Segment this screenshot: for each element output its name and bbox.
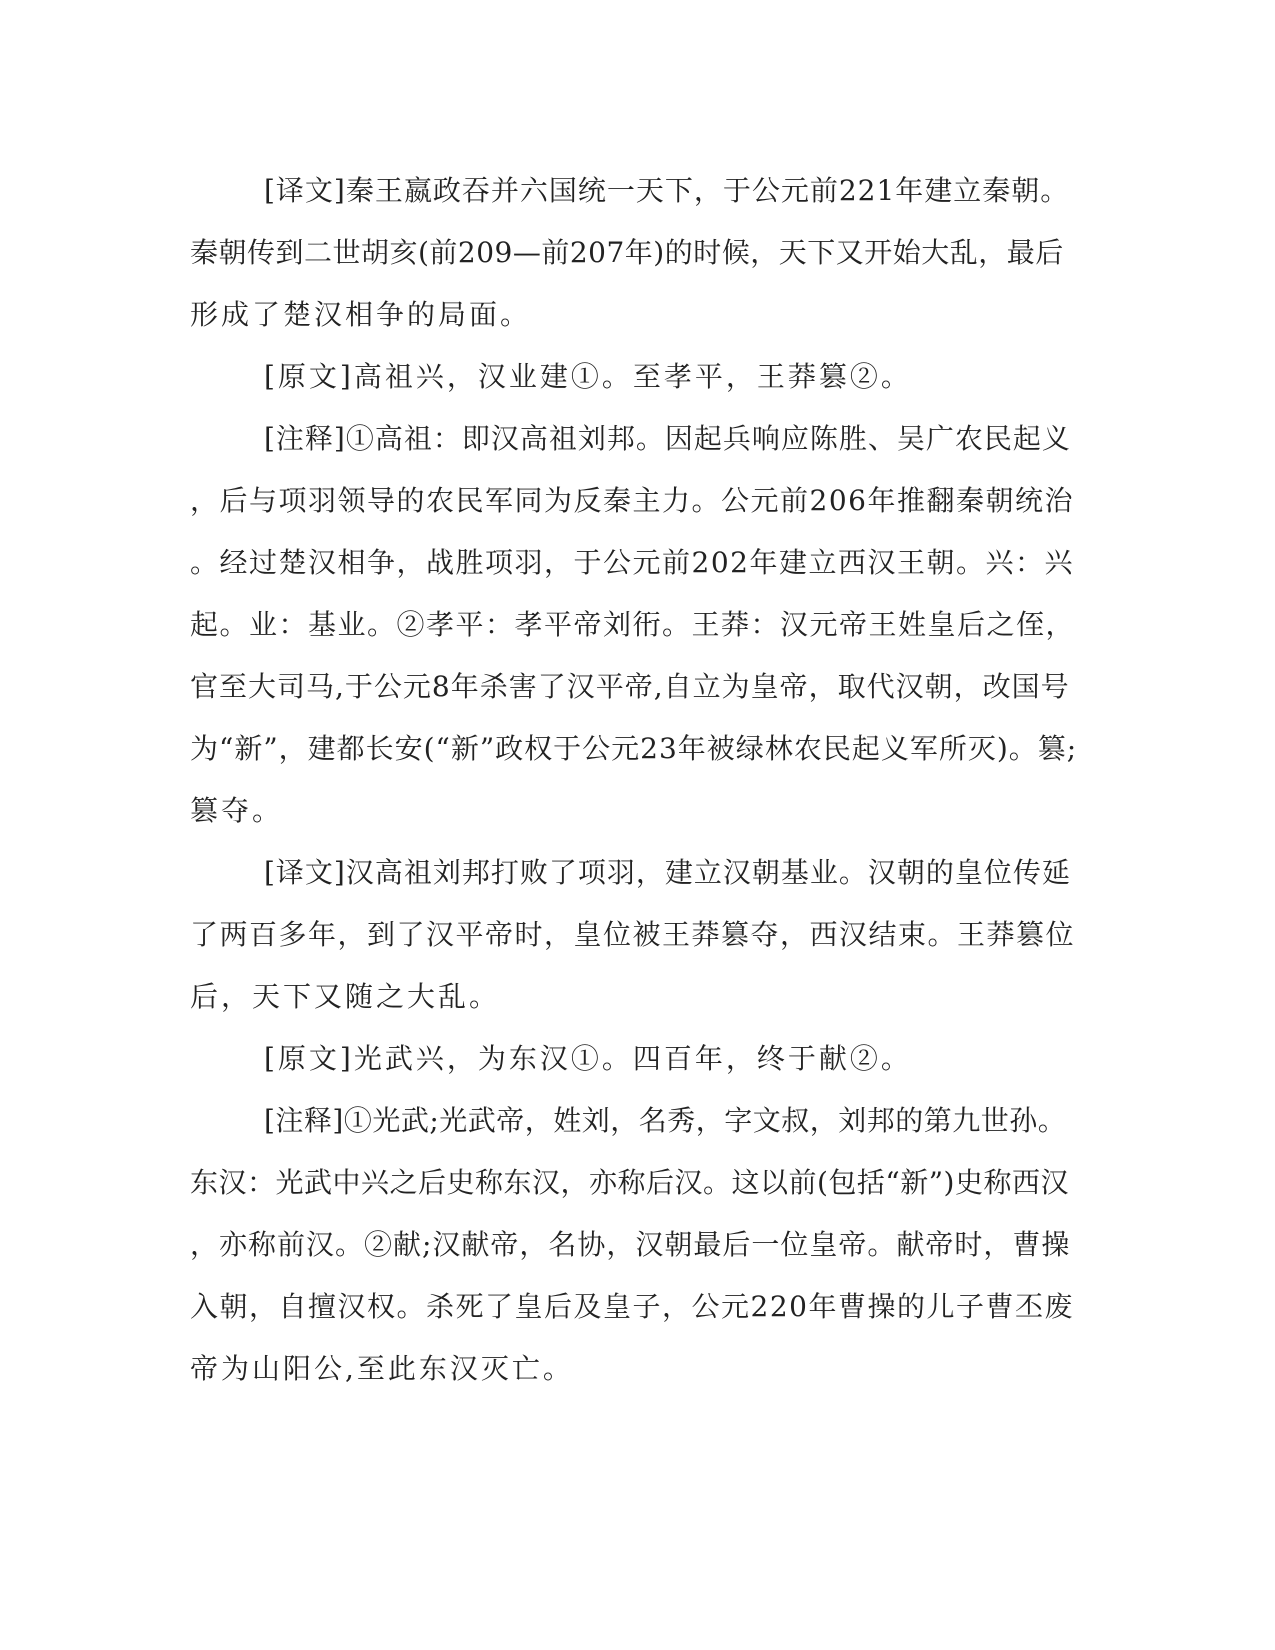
text-line: 入朝，自擅汉权。杀死了皇后及皇子，公元220年曹操的儿子曹丕废 [190, 1290, 1074, 1323]
text-line: 秦朝传到二世胡亥(前209—前207年)的时候，天下又开始大乱，最后 [190, 236, 1064, 269]
text-line: [注释]①高祖：即汉高祖刘邦。因起兵响应陈胜、吴广农民起义 [264, 422, 1071, 455]
text-line: 。经过楚汉相争，战胜项羽，于公元前202年建立西汉王朝。兴：兴 [190, 546, 1074, 579]
text-line: 了两百多年，到了汉平帝时，皇位被王莽篡夺，西汉结束。王莽篡位 [190, 918, 1076, 951]
text-line: 后，天下又随之大乱。 [190, 980, 501, 1013]
text-line: 东汉：光武中兴之后史称东汉，亦称后汉。这以前(包括“新”)史称西汉 [190, 1166, 1069, 1199]
text-line: 形成了楚汉相争的局面。 [190, 298, 532, 331]
text-line: [原文]高祖兴，汉业建①。至孝平，王莽篡②。 [264, 360, 912, 393]
text-line: [译文]汉高祖刘邦打败了项羽，建立汉朝基业。汉朝的皇位传延 [264, 856, 1071, 889]
text-line: 官至大司马,于公元8年杀害了汉平帝,自立为皇帝，取代汉朝，改国号 [190, 670, 1070, 703]
text-line: ，后与项羽领导的农民军同为反秦主力。公元前206年推翻秦朝统治 [190, 484, 1074, 517]
text-line: ，亦称前汉。②献;汉献帝，名协，汉朝最后一位皇帝。献帝时，曹操 [190, 1228, 1071, 1261]
text-line: [注释]①光武;光武帝，姓刘，名秀，字文叔，刘邦的第九世孙。 [264, 1104, 1067, 1137]
text-line: 起。业：基业。②孝平：孝平帝刘衎。王莽：汉元帝王姓皇后之侄， [190, 608, 1076, 641]
text-line: 为“新”，建都长安(“新”政权于公元23年被绿林农民起义军所灭)。篡; [190, 732, 1078, 765]
text-line: 帝为山阳公,至此东汉灭亡。 [190, 1352, 574, 1385]
document-body [190, 160, 1080, 1400]
text-line: [原文]光武兴，为东汉①。四百年，终于献②。 [264, 1042, 912, 1075]
text-line: [译文]秦王嬴政吞并六国统一天下，于公元前221年建立秦朝。 [264, 174, 1070, 207]
text-line: 篡夺。 [190, 794, 284, 827]
